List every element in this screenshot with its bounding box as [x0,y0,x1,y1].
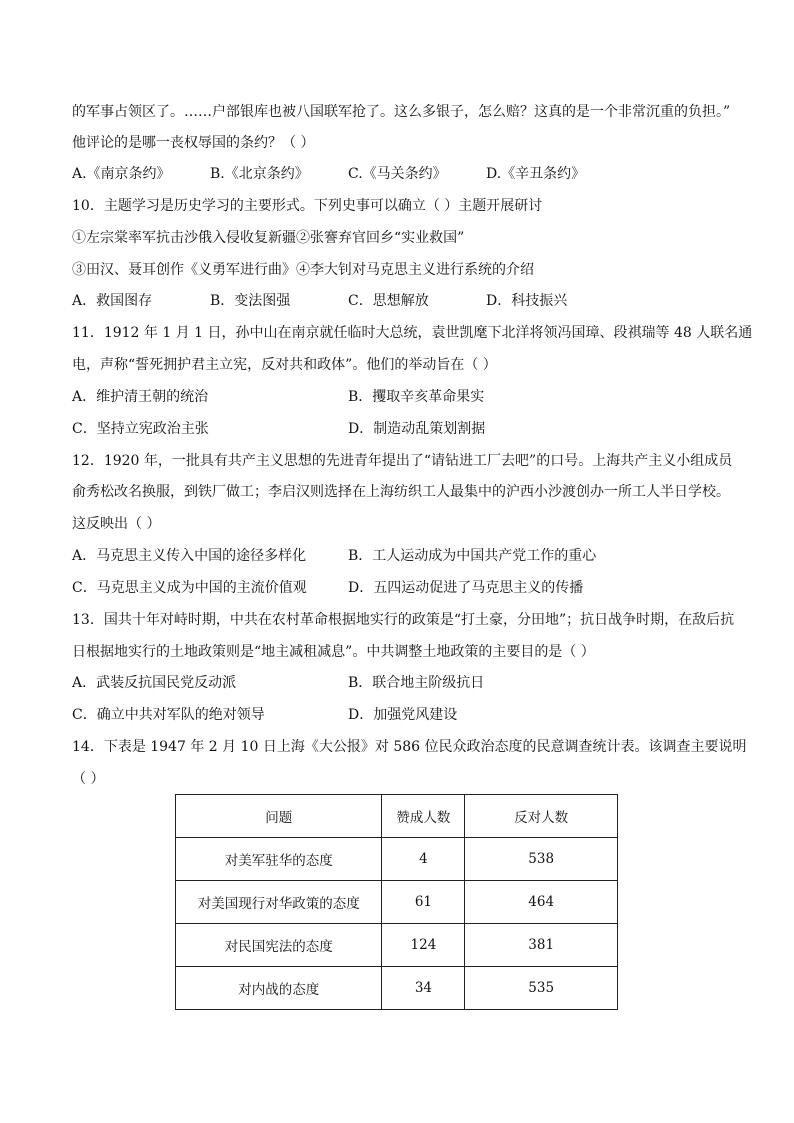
q9-stem-line-2: 他评论的是哪一丧权辱国的条约？（ ） [72,135,315,151]
q10-option-d: D．科技振兴 [486,293,568,309]
q12-option-a: A．马克思主义传入中国的途径多样化 [72,548,307,564]
q10-items-line-1: ①左宗棠率军抗击沙俄入侵收复新疆②张謇弃官回乡“实业救国” [72,230,465,246]
q10-items-line-2: ③田汉、聂耳创作《义勇军进行曲》④李大钊对马克思主义进行系统的介绍 [72,262,534,278]
header-oppose-count: 反对人数 [465,795,618,838]
q11-option-d: D．制造动乱策划割据 [348,421,486,437]
q9-option-d: D.《辛丑条约》 [486,166,586,182]
q13-stem-line-1: 13．国共十年对峙时期，中共在农村革命根据地实行的政策是“打土豪，分田地”；抗日战争时期，在敌后抗 [72,612,735,628]
table-row [176,967,618,1010]
q13-option-a: A．武装反抗国民党反动派 [72,675,237,691]
row-approve: 34 [382,967,465,1010]
q12-stem-line-1: 12．1920 年，一批具有共产主义思想的先进青年提出了“请钻进工厂去吧”的口号。上海共产主义小组成员 [72,453,733,469]
q10-option-c: C．思想解放 [348,293,429,309]
q12-stem-line-3: 这反映出（ ） [72,516,161,532]
q13-stem-line-2: 日根据地实行的土地政策则是“地主减租减息”。中共调整土地政策的主要目的是（ ） [72,644,595,660]
q13-option-d: D．加强党风建设 [348,707,458,723]
q9-option-a: A.《南京条约》 [72,166,171,182]
q11-stem-line-1: 11．1912 年 1 月 1 日，孙中山在南京就任临时大总统，袁世凯麾下北洋将领冯国璋、段祺瑞等 48 人联名通 [72,325,753,341]
q11-option-c: C．坚持立宪政治主张 [72,421,209,437]
table-row [176,924,618,967]
row-question: 对内战的态度 [176,967,382,1010]
table-row [176,838,618,881]
row-approve: 124 [382,924,465,967]
q12-option-d: D．五四运动促进了马克思主义的传播 [348,580,584,596]
table-header-row [176,795,618,838]
q13-option-b: B．联合地主阶级抗日 [348,675,485,691]
q11-option-b: B．攫取辛亥革命果实 [348,389,485,405]
q9-option-c: C.《马关条约》 [348,166,447,182]
row-question: 对美军驻华的态度 [176,838,382,881]
table-row [176,881,618,924]
q12-option-b: B．工人运动成为中国共产党工作的重心 [348,548,597,564]
q9-stem-line-1: 的军事占领区了。……户部银库也被八国联军抢了。这么多银子，怎么赔？这真的是一个非常沉重的负担。” [72,104,731,120]
row-question: 对民国宪法的态度 [176,924,382,967]
q10-stem: 10．主题学习是历史学习的主要形式。下列史事可以确立（ ）主题开展研讨 [72,198,543,214]
row-oppose: 381 [465,924,618,967]
q10-option-b: B．变法图强 [210,293,291,309]
row-oppose: 535 [465,967,618,1010]
row-question: 对美国现行对华政策的态度 [176,881,382,924]
row-oppose: 538 [465,838,618,881]
q11-stem-line-2: 电，声称“誓死拥护君主立宪，反对共和政体”。他们的举动旨在（ ） [72,357,497,373]
row-oppose: 464 [465,881,618,924]
q14-stem-line-2: （ ） [72,771,105,787]
header-approve-count: 赞成人数 [382,795,465,838]
header-question: 问题 [176,795,382,838]
row-approve: 61 [382,881,465,924]
q14-stem-line-1: 14．下表是 1947 年 2 月 10 日上海《大公报》对 586 位民众政治态度的民意调查统计表。该调查主要说明 [72,739,747,755]
q13-option-c: C．确立中共对军队的绝对领导 [72,707,265,723]
survey-table [175,794,618,1010]
row-approve: 4 [382,838,465,881]
q9-option-b: B.《北京条约》 [210,166,309,182]
q12-option-c: C．马克思主义成为中国的主流价值观 [72,580,307,596]
q11-option-a: A．维护清王朝的统治 [72,389,209,405]
q12-stem-line-2: 俞秀松改名换服，到铁厂做工；李启汉则选择在上海纺织工人最集中的沪西小沙渡创办一所工人半日学校。 [72,484,730,500]
q10-option-a: A．救国图存 [72,293,153,309]
